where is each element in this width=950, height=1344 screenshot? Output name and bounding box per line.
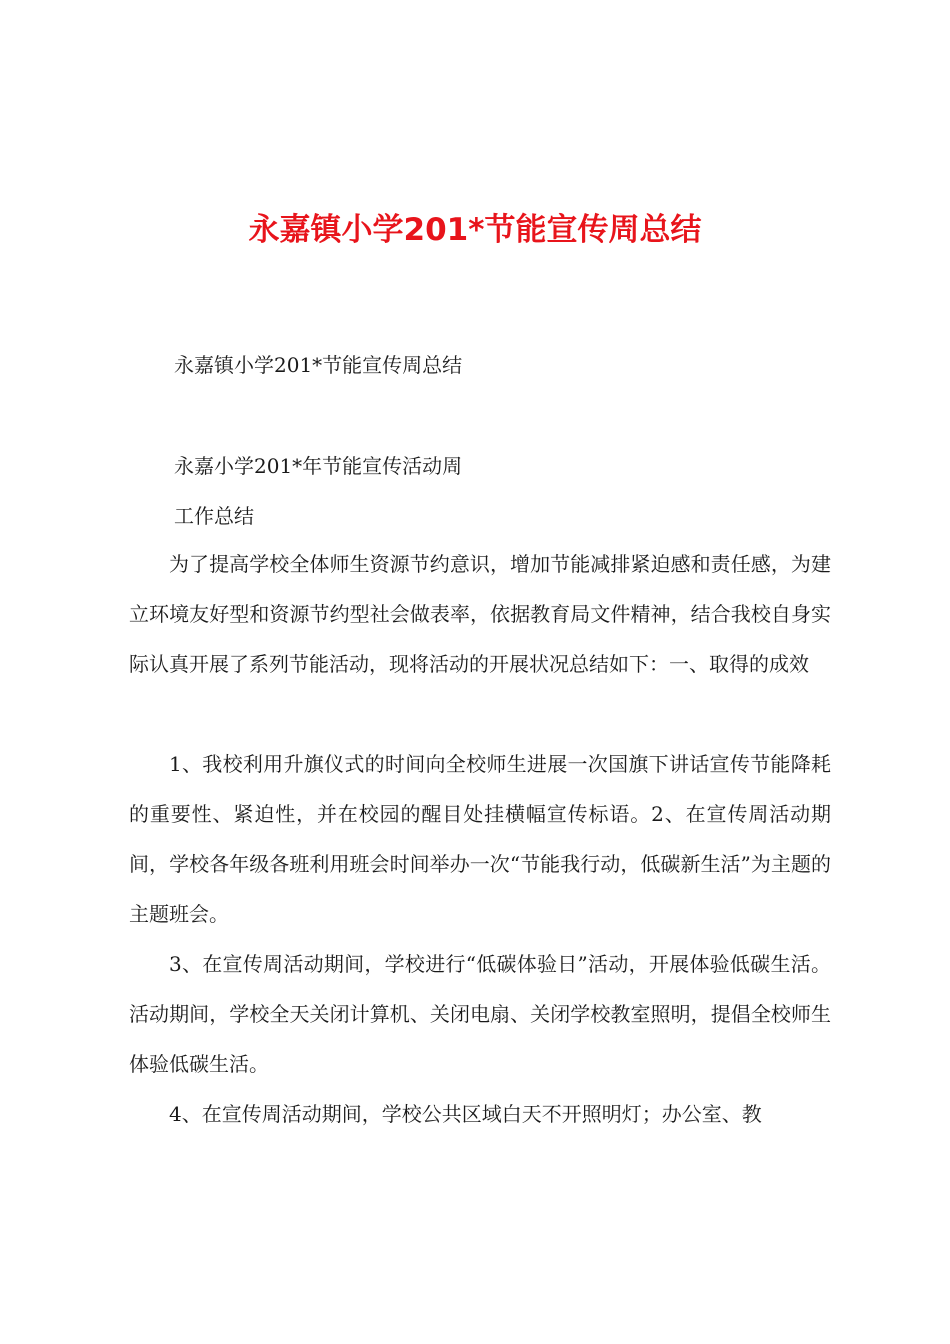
paragraph-item-1-2: 1、我校利用升旗仪式的时间向全校师生进展一次国旗下讲话宣传节能降耗的重要性、紧迫性，并在校园的醒目处挂横幅宣传标语。2、在宣传周活动期间，学校各年级各班利用班会时间举办一次“节能我行动，低碳新生活”为主题的主题班会。 <box>129 752 831 926</box>
paragraph-item-3: 3、在宣传周活动期间，学校进行“低碳体验日”活动，开展体验低碳生活。活动期间，学校全天关闭计算机、关闭电扇、关闭学校教室照明，提倡全校师生体验低碳生活。 <box>129 952 831 1076</box>
section-heading-line1: 永嘉小学201*年节能宣传活动周 <box>174 454 463 478</box>
paragraph-intro: 为了提高学校全体师生资源节约意识，增加节能减排紧迫感和责任感，为建立环境友好型和资源节约型社会做表率，依据教育局文件精神，结合我校自身实际认真开展了系列节能活动，现将活动的开展状况总结如下：一、取得的成效 <box>129 552 831 676</box>
section-heading-line2: 工作总结 <box>174 504 254 528</box>
document-title: 永嘉镇小学201*节能宣传周总结 <box>248 212 702 248</box>
paragraph-item-4: 4、在宣传周活动期间，学校公共区域白天不开照明灯；办公室、教 <box>169 1102 762 1126</box>
document-subtitle: 永嘉镇小学201*节能宣传周总结 <box>174 353 463 377</box>
